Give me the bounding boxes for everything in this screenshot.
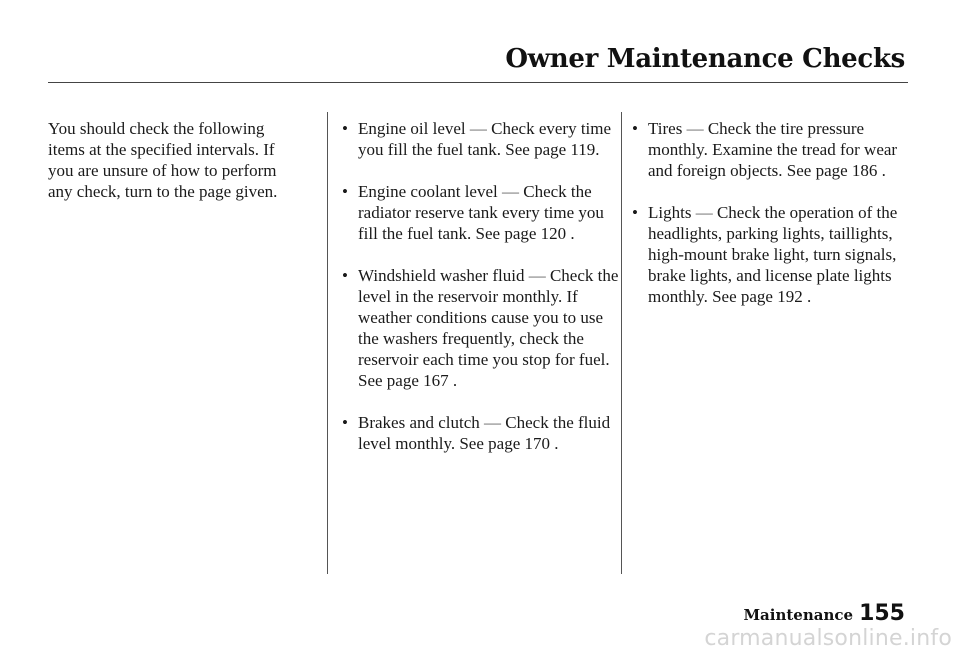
check-item-text: Check the operation of the headlights, parking lights, taillights, high-mount brake light, turn signals, brake lights, and license plate lights monthly. See page 192 . (648, 203, 898, 306)
page-title: Owner Maintenance Checks (505, 44, 905, 74)
column-3 (632, 118, 912, 328)
check-item-engine-oil (342, 118, 622, 160)
dash: — (484, 413, 502, 432)
footer-section-name: Maintenance (743, 606, 854, 624)
column-divider-1 (327, 112, 328, 574)
check-item-name: Tires (648, 119, 683, 138)
page-footer (743, 601, 905, 626)
watermark: carmanualsonline.info (704, 626, 952, 651)
check-item-text: Check the fluid level monthly. See page 170 . (358, 413, 611, 453)
bullet-icon: • (342, 266, 348, 285)
bullet-icon: • (342, 182, 348, 201)
bullet-icon: • (632, 203, 638, 222)
dash: — (528, 266, 546, 285)
check-item-lights (632, 202, 912, 307)
dash: — (686, 119, 704, 138)
check-item-text: Check the radiator reserve tank every time you fill the fuel tank. See page 120 . (358, 182, 604, 243)
dash: — (469, 119, 487, 138)
check-item-name: Engine oil level (358, 119, 466, 138)
column-2 (342, 118, 622, 475)
column-1 (48, 118, 298, 202)
bullet-icon: • (632, 119, 638, 138)
dash: — (695, 203, 713, 222)
check-item-washer-fluid (342, 265, 622, 391)
check-item-tires (632, 118, 912, 181)
check-item-name: Windshield washer fluid (358, 266, 525, 285)
column-divider-2 (621, 112, 622, 574)
check-item-name: Lights (648, 203, 692, 222)
bullet-icon: • (342, 413, 348, 432)
intro-paragraph: You should check the following items at the specified intervals. If you are unsure of how to perform any check, turn to the page given. (48, 119, 278, 201)
check-item-text: Check every time you fill the fuel tank. See page 119. (358, 119, 612, 159)
check-item-name: Engine coolant level (358, 182, 498, 201)
bullet-icon: • (342, 119, 348, 138)
title-rule (48, 82, 908, 83)
page-number: 155 (859, 601, 905, 626)
check-item-engine-coolant (342, 181, 622, 244)
check-item-text: Check the tire pressure monthly. Examine the tread for wear and foreign objects. See page 186 . (648, 119, 898, 180)
check-item-text: Check the level in the reservoir monthly. If weather conditions cause you to use the washers frequently, check the reservoir each time you stop for fuel. See page 167 . (358, 266, 619, 390)
check-item-name: Brakes and clutch (358, 413, 480, 432)
check-item-brakes-clutch (342, 412, 622, 454)
dash: — (501, 182, 519, 201)
